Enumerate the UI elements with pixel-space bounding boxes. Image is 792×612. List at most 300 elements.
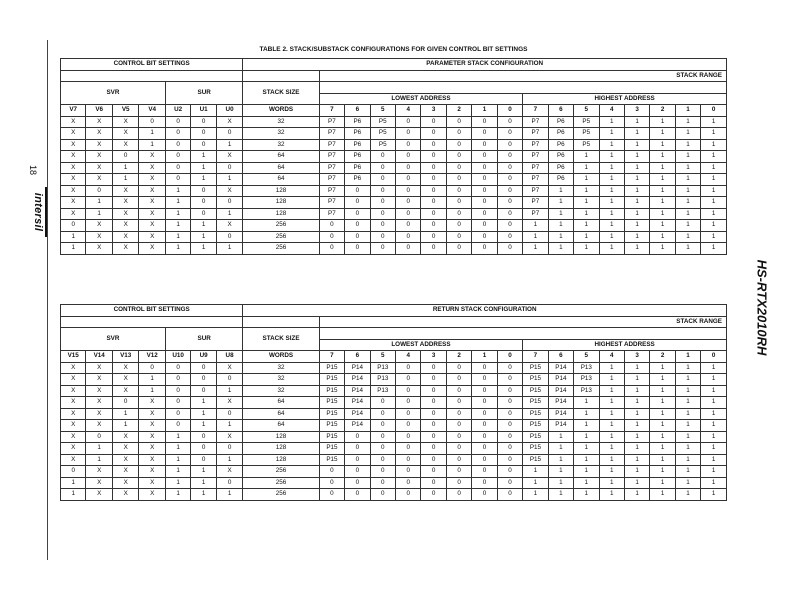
table-cell: P6 — [345, 116, 370, 128]
highest-address-header: HIGHEST ADDRESS — [523, 93, 727, 105]
table-cell: 0 — [446, 489, 471, 501]
table-cell: 0 — [319, 220, 344, 232]
table-cell: 0 — [191, 374, 216, 386]
table-cell: 1 — [650, 162, 675, 174]
table-cell: P7 — [319, 197, 344, 209]
table-cell: 0 — [396, 420, 421, 432]
table-cell: 0 — [370, 397, 395, 409]
table-cell: X — [139, 408, 166, 420]
table-cell: 0 — [319, 466, 344, 478]
lowest-bit-column-header: 1 — [472, 351, 497, 363]
table-cell: 1 — [650, 231, 675, 243]
table-cell: 256 — [243, 489, 319, 501]
lowest-bit-column-header: 3 — [421, 105, 446, 117]
table-cell: X — [112, 489, 139, 501]
table-cell: P15 — [523, 420, 548, 432]
table-cell: 0 — [165, 420, 190, 432]
bit-column-header: U10 — [165, 351, 190, 363]
table-cell: 1 — [675, 151, 700, 163]
table-cell: X — [61, 139, 86, 151]
table-cell: P14 — [345, 408, 370, 420]
table-cell: 0 — [370, 151, 395, 163]
header-spacer — [319, 82, 726, 94]
table-cell: P15 — [523, 408, 548, 420]
table-cell: X — [61, 162, 86, 174]
table-cell: X — [61, 128, 86, 140]
table-cell: 1 — [599, 374, 624, 386]
table-cell: X — [112, 443, 139, 455]
table-cell: 1 — [624, 128, 649, 140]
table-cell: 1 — [139, 385, 166, 397]
bit-column-header: V15 — [61, 351, 86, 363]
table-cell: 0 — [446, 374, 471, 386]
sur-header: SUR — [165, 82, 242, 105]
header-spacer — [319, 328, 726, 340]
table-cell: 0 — [421, 408, 446, 420]
table-cell: 1 — [61, 477, 86, 489]
table-cell: 1 — [574, 443, 599, 455]
table-row — [61, 220, 727, 232]
table-cell: 0 — [446, 220, 471, 232]
lowest-bit-column-header: 5 — [370, 351, 395, 363]
table-cell: 1 — [599, 420, 624, 432]
table-cell: 1 — [650, 362, 675, 374]
table-cell: 0 — [472, 185, 497, 197]
table-cell: 1 — [701, 128, 727, 140]
table-cell: 1 — [191, 162, 216, 174]
table-cell: 0 — [446, 128, 471, 140]
table-cell: 0 — [497, 243, 522, 255]
table-cell: 1 — [650, 128, 675, 140]
table-cell: 1 — [165, 197, 190, 209]
table-cell: 0 — [446, 397, 471, 409]
table-cell: 0 — [319, 489, 344, 501]
table-cell: 0 — [165, 408, 190, 420]
table-cell: 1 — [139, 374, 166, 386]
table-cell: 0 — [216, 374, 243, 386]
table-cell: 0 — [497, 431, 522, 443]
table-cell: 0 — [497, 408, 522, 420]
table-cell: 0 — [370, 477, 395, 489]
table-cell: 0 — [396, 466, 421, 478]
table-cell: 1 — [574, 397, 599, 409]
bit-column-header: U1 — [191, 105, 216, 117]
table-cell: 32 — [243, 139, 319, 151]
table-cell: 0 — [216, 197, 243, 209]
table-cell: 0 — [421, 208, 446, 220]
table-cell: X — [139, 197, 166, 209]
table-cell: X — [86, 231, 113, 243]
table-cell: 64 — [243, 162, 319, 174]
table-cell: 1 — [675, 128, 700, 140]
table-cell: 1 — [701, 151, 727, 163]
table-cell: 0 — [370, 443, 395, 455]
table-cell: 1 — [523, 231, 548, 243]
table-cell: 0 — [345, 431, 370, 443]
table-row — [61, 374, 727, 386]
table-cell: X — [112, 116, 139, 128]
table-cell: 1 — [599, 185, 624, 197]
table-cell: 1 — [523, 243, 548, 255]
table-row — [61, 162, 727, 174]
table-cell: 1 — [548, 231, 573, 243]
table-cell: X — [61, 116, 86, 128]
table-cell: P15 — [319, 443, 344, 455]
table-cell: 1 — [599, 243, 624, 255]
table-cell: X — [139, 162, 166, 174]
table-cell: X — [61, 397, 86, 409]
table-cell: X — [61, 208, 86, 220]
table-cell: 0 — [370, 243, 395, 255]
table-cell: X — [86, 139, 113, 151]
table-cell: 1 — [574, 489, 599, 501]
bit-column-header: V13 — [112, 351, 139, 363]
table-cell: 1 — [650, 431, 675, 443]
table-cell: 1 — [548, 466, 573, 478]
lowest-bit-column-header: 6 — [345, 351, 370, 363]
table-cell: 1 — [650, 185, 675, 197]
table-cell: P14 — [548, 420, 573, 432]
table-cell: 0 — [112, 151, 139, 163]
table-cell: 1 — [574, 185, 599, 197]
table-cell: 1 — [191, 243, 216, 255]
table-cell: 1 — [574, 151, 599, 163]
table-cell: 1 — [650, 174, 675, 186]
table-cell: 0 — [472, 443, 497, 455]
bit-column-header: V4 — [139, 105, 166, 117]
table-cell: 0 — [472, 362, 497, 374]
words-column-header: WORDS — [243, 351, 319, 363]
table-cell: 0 — [472, 151, 497, 163]
table-cell: 1 — [675, 477, 700, 489]
lowest-bit-column-header: 2 — [446, 351, 471, 363]
table-cell: 0 — [396, 151, 421, 163]
table-cell: 1 — [191, 477, 216, 489]
table-cell: P7 — [523, 208, 548, 220]
table-cell: X — [61, 151, 86, 163]
table-cell: 0 — [319, 477, 344, 489]
table-cell: 0 — [112, 397, 139, 409]
table-cell: 1 — [574, 208, 599, 220]
table-cell: P15 — [523, 397, 548, 409]
table-cell: X — [139, 208, 166, 220]
table-cell: 0 — [165, 397, 190, 409]
table-cell: 64 — [243, 420, 319, 432]
table-cell: 0 — [370, 420, 395, 432]
table-cell: 0 — [446, 231, 471, 243]
table-cell: 0 — [421, 116, 446, 128]
header-spacer — [243, 316, 319, 328]
table-cell: 0 — [165, 162, 190, 174]
table-cell: X — [61, 454, 86, 466]
table-cell: 1 — [675, 420, 700, 432]
table-cell: P13 — [574, 374, 599, 386]
table-cell: 1 — [650, 208, 675, 220]
table-cell: 1 — [112, 408, 139, 420]
table-cell: X — [86, 162, 113, 174]
control-bit-settings-header: CONTROL BIT SETTINGS — [61, 305, 243, 317]
table-cell: X — [139, 185, 166, 197]
table-cell: 0 — [446, 466, 471, 478]
lowest-bit-column-header: 6 — [345, 105, 370, 117]
table-cell: 0 — [396, 220, 421, 232]
table-cell: X — [61, 420, 86, 432]
table-cell: P15 — [319, 454, 344, 466]
table-cell: P14 — [345, 374, 370, 386]
highest-bit-column-header: 0 — [701, 351, 727, 363]
table-cell: 0 — [497, 197, 522, 209]
table-cell: X — [139, 220, 166, 232]
table-cell: 1 — [650, 374, 675, 386]
table-cell: 0 — [472, 408, 497, 420]
table-cell: 1 — [191, 151, 216, 163]
table-cell: 32 — [243, 362, 319, 374]
lowest-bit-column-header: 3 — [421, 351, 446, 363]
table-cell: X — [86, 489, 113, 501]
bit-column-header: U2 — [165, 105, 190, 117]
table-cell: P14 — [345, 397, 370, 409]
table-cell: P13 — [370, 385, 395, 397]
table-cell: 0 — [191, 362, 216, 374]
table-cell: 1 — [61, 231, 86, 243]
table-cell: 64 — [243, 397, 319, 409]
table-cell: 1 — [675, 174, 700, 186]
table-cell: 1 — [675, 231, 700, 243]
table-cell: 1 — [624, 466, 649, 478]
table-cell: 1 — [574, 162, 599, 174]
table-cell: 128 — [243, 185, 319, 197]
table-cell: X — [139, 243, 166, 255]
table-cell: P7 — [523, 128, 548, 140]
table-cell: 1 — [650, 243, 675, 255]
table-cell: 0 — [421, 431, 446, 443]
table-cell: 0 — [446, 151, 471, 163]
table-cell: 1 — [675, 116, 700, 128]
words-column-header: WORDS — [243, 105, 319, 117]
table-cell: P15 — [523, 431, 548, 443]
table-cell: X — [216, 185, 243, 197]
table-cell: 0 — [191, 385, 216, 397]
table-cell: 0 — [396, 431, 421, 443]
table-cell: 1 — [574, 408, 599, 420]
table-cell: X — [61, 174, 86, 186]
table-cell: P5 — [574, 139, 599, 151]
table-cell: 0 — [61, 220, 86, 232]
table-cell: 0 — [345, 489, 370, 501]
table-cell: 0 — [396, 128, 421, 140]
lowest-bit-column-header: 7 — [319, 105, 344, 117]
table-cell: 32 — [243, 374, 319, 386]
svr-header: SVR — [61, 82, 166, 105]
table-cell: P6 — [548, 139, 573, 151]
table-cell: P7 — [523, 185, 548, 197]
column-label-row — [61, 105, 727, 117]
table-cell: 0 — [497, 162, 522, 174]
highest-bit-column-header: 2 — [650, 105, 675, 117]
table-cell: 1 — [574, 466, 599, 478]
table-cell: P15 — [319, 431, 344, 443]
table-cell: 0 — [370, 174, 395, 186]
table-cell: X — [216, 466, 243, 478]
table-cell: 0 — [446, 443, 471, 455]
table-cell: 1 — [701, 197, 727, 209]
table-cell: 1 — [165, 243, 190, 255]
table-cell: P5 — [370, 139, 395, 151]
table-cell: 32 — [243, 128, 319, 140]
table-cell: 1 — [548, 431, 573, 443]
table-cell: X — [112, 208, 139, 220]
table-cell: 0 — [446, 185, 471, 197]
table-cell: 1 — [599, 116, 624, 128]
table-cell: 0 — [216, 162, 243, 174]
table-cell: P14 — [548, 362, 573, 374]
table-cell: X — [61, 197, 86, 209]
table-cell: 1 — [624, 454, 649, 466]
table-cell: P6 — [345, 174, 370, 186]
table-cell: P6 — [548, 162, 573, 174]
table-cell: 0 — [446, 408, 471, 420]
table-cell: 1 — [523, 466, 548, 478]
table-cell: 1 — [701, 431, 727, 443]
table-cell: 128 — [243, 197, 319, 209]
table-cell: 1 — [701, 162, 727, 174]
table-cell: 1 — [701, 443, 727, 455]
highest-bit-column-header: 6 — [548, 105, 573, 117]
table-cell: 0 — [497, 220, 522, 232]
table-cell: 0 — [497, 489, 522, 501]
table-cell: 1 — [701, 477, 727, 489]
table-cell: X — [112, 185, 139, 197]
table-cell: X — [216, 397, 243, 409]
table-cell: 0 — [165, 374, 190, 386]
table-cell: 0 — [216, 477, 243, 489]
table-cell: 1 — [675, 139, 700, 151]
table-cell: 0 — [191, 185, 216, 197]
table-cell: P13 — [370, 362, 395, 374]
table-cell: 1 — [650, 220, 675, 232]
header-row — [61, 305, 727, 317]
table-cell: 1 — [650, 420, 675, 432]
table-cell: 0 — [446, 477, 471, 489]
table-cell: X — [216, 362, 243, 374]
bit-column-header: V6 — [86, 105, 113, 117]
return-stack-table — [60, 304, 727, 501]
table-cell: 1 — [548, 185, 573, 197]
table-cell: 1 — [216, 208, 243, 220]
table-cell: 1 — [675, 362, 700, 374]
table-cell: 1 — [191, 489, 216, 501]
table-cell: X — [61, 385, 86, 397]
table-cell: 0 — [165, 385, 190, 397]
table-cell: 1 — [650, 385, 675, 397]
table-cell: 1 — [61, 489, 86, 501]
bit-column-header: V14 — [86, 351, 113, 363]
table-cell: 1 — [675, 454, 700, 466]
table-row — [61, 489, 727, 501]
table-cell: 0 — [472, 489, 497, 501]
document-side-title: HS-RTX2010RH — [754, 259, 770, 356]
table-cell: 1 — [624, 443, 649, 455]
table-cell: P14 — [548, 408, 573, 420]
table-cell: 0 — [472, 466, 497, 478]
highest-address-header: HIGHEST ADDRESS — [523, 339, 727, 351]
table-cell: 1 — [216, 420, 243, 432]
table-cell: 0 — [345, 243, 370, 255]
table-cell: P13 — [574, 385, 599, 397]
table-cell: 1 — [165, 185, 190, 197]
table-cell: 0 — [370, 220, 395, 232]
table-cell: 1 — [191, 220, 216, 232]
table-cell: 1 — [650, 397, 675, 409]
table-cell: 0 — [396, 197, 421, 209]
table-cell: 0 — [421, 443, 446, 455]
table-row — [61, 362, 727, 374]
table-cell: 0 — [396, 477, 421, 489]
highest-bit-column-header: 7 — [523, 105, 548, 117]
table-row — [61, 208, 727, 220]
table-cell: P15 — [523, 385, 548, 397]
table-cell: 0 — [472, 231, 497, 243]
table-cell: 1 — [191, 420, 216, 432]
table-cell: 1 — [650, 489, 675, 501]
table-cell: P7 — [523, 116, 548, 128]
table-cell: 0 — [446, 243, 471, 255]
highest-bit-column-header: 7 — [523, 351, 548, 363]
table-cell: 1 — [548, 477, 573, 489]
table-cell: X — [86, 243, 113, 255]
table-cell: 0 — [216, 443, 243, 455]
table-cell: 1 — [216, 174, 243, 186]
table-cell: 0 — [370, 231, 395, 243]
table-cell: 0 — [497, 466, 522, 478]
table-cell: 0 — [421, 128, 446, 140]
bit-column-header: V5 — [112, 105, 139, 117]
table-cell: 0 — [421, 174, 446, 186]
table-cell: 0 — [497, 116, 522, 128]
table-cell: 1 — [548, 220, 573, 232]
lowest-bit-column-header: 2 — [446, 105, 471, 117]
table-cell: 1 — [701, 220, 727, 232]
table-cell: 1 — [650, 454, 675, 466]
control-bit-settings-header: CONTROL BIT SETTINGS — [61, 59, 243, 71]
left-margin-rule — [47, 40, 48, 560]
table-cell: 1 — [624, 243, 649, 255]
table-cell: 0 — [421, 454, 446, 466]
table-cell: 1 — [701, 374, 727, 386]
table-cell: 1 — [624, 220, 649, 232]
table-cell: 0 — [446, 174, 471, 186]
table-cell: 1 — [624, 385, 649, 397]
table-cell: X — [139, 454, 166, 466]
table-cell: 0 — [165, 151, 190, 163]
table-cell: 0 — [446, 385, 471, 397]
table-cell: 64 — [243, 151, 319, 163]
table-cell: 1 — [624, 374, 649, 386]
table-cell: 0 — [191, 208, 216, 220]
table-cell: X — [112, 243, 139, 255]
table-cell: 1 — [675, 443, 700, 455]
table-cell: 1 — [216, 139, 243, 151]
table-cell: X — [61, 374, 86, 386]
table-cell: 1 — [599, 231, 624, 243]
header-row — [61, 316, 727, 328]
table-cell: 0 — [345, 220, 370, 232]
table-cell: 1 — [574, 243, 599, 255]
table-cell: 0 — [472, 174, 497, 186]
table-cell: 256 — [243, 466, 319, 478]
lowest-bit-column-header: 1 — [472, 105, 497, 117]
table-cell: 1 — [624, 477, 649, 489]
